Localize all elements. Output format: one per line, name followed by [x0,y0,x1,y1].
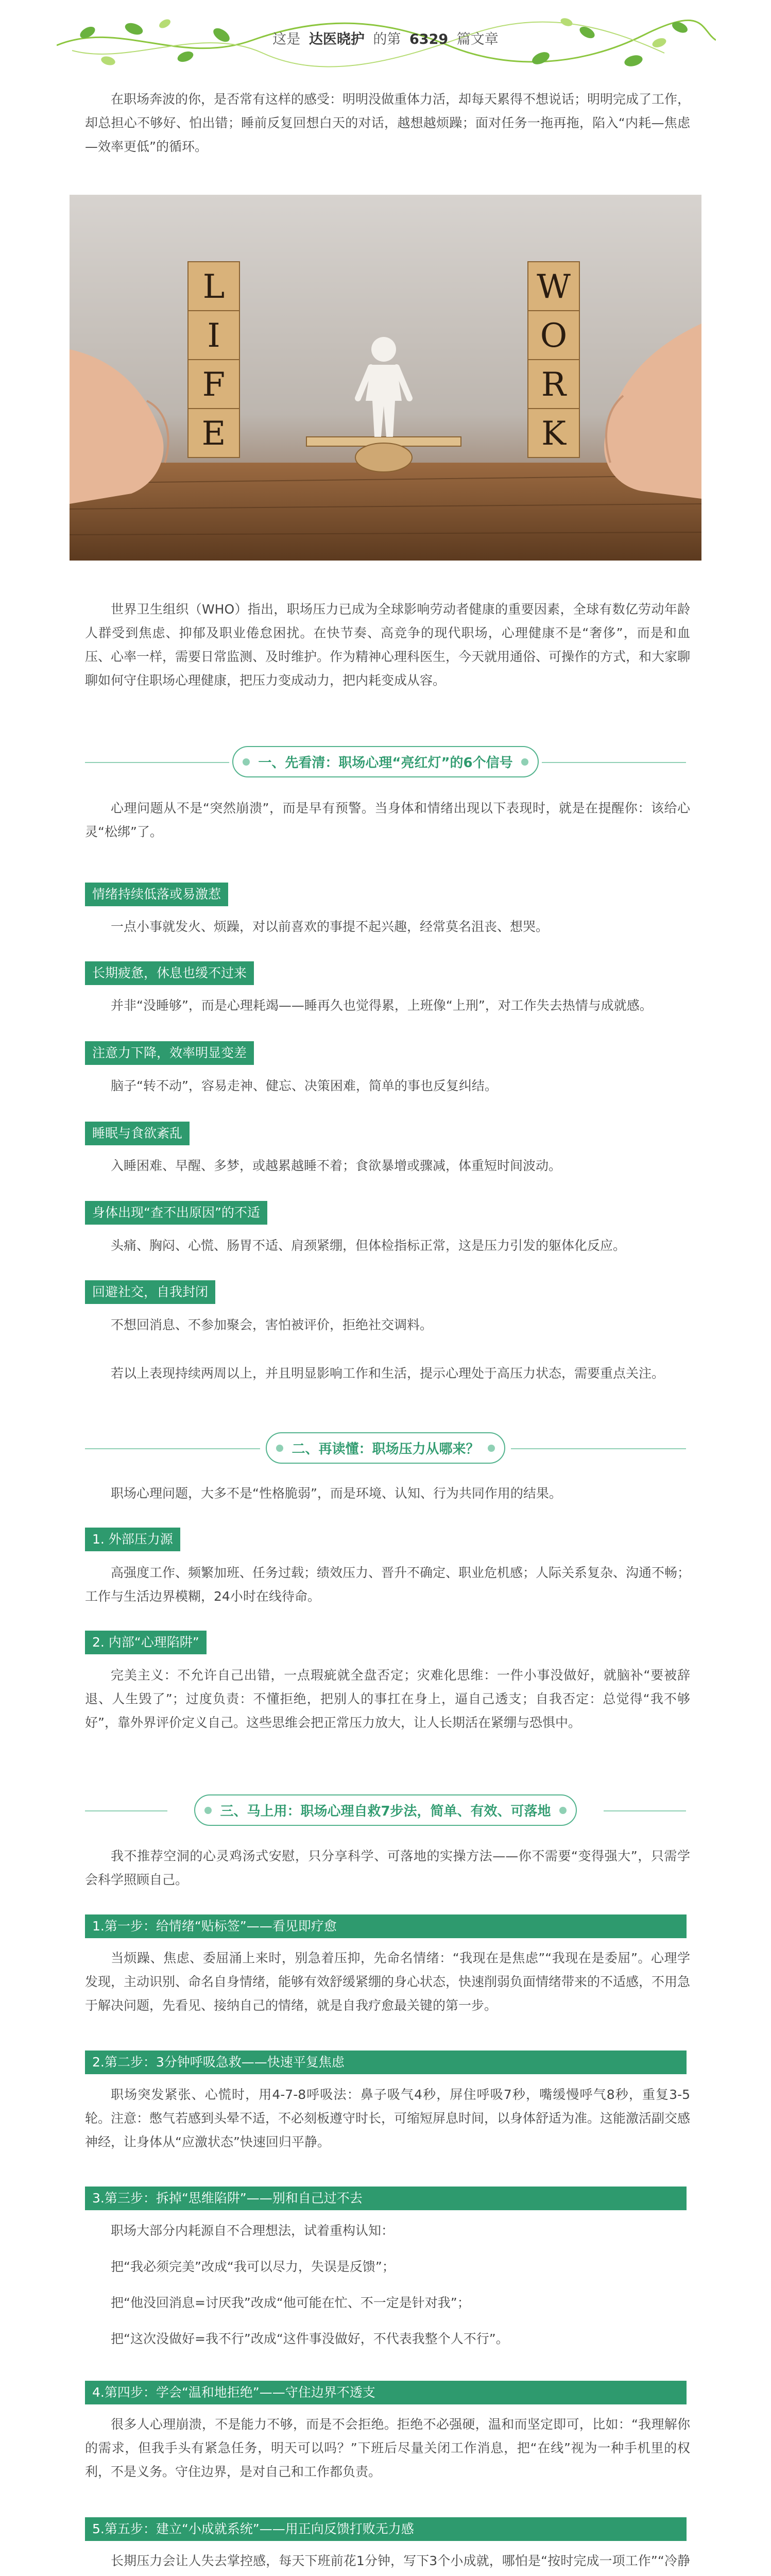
account-name: 达医晓护 [309,31,365,47]
signal-label: 回避社交，自我封闭 [85,1280,215,1304]
section-2-title [0,1432,771,1464]
signal-label: 身体出现“查不出原因”的不适 [85,1201,267,1225]
section-2-heading: 二、再读懂：职场压力从哪来？ [266,1432,505,1464]
article-header [0,0,771,77]
source-text: 完美主义：不允许自己出错，一点瑕疵就全盘否定；灾难化思维：一件小事没做好，就脑补“要被辞退、人生毁了”；过度负责：不懂拒绝，把别人的事扛在身上，逼自己透支；自我否定：总觉得“我不够好”，靠外界评价定义自己。这些思维会把正常压力放大，让人长期活在紧绷与恐惧中。 [85,1668,690,1730]
step-2-label: 2.第二步：3分钟呼吸急救——快速平复焦虑 [85,2050,687,2074]
step-3-reframe: 把“我必须完美”改成“我可以尽力，失误是反馈”； [111,2259,395,2274]
signal-label: 睡眠与食欲紊乱 [85,1122,190,1145]
block-letter-o: O [540,317,568,355]
who-paragraph: 世界卫生组织（WHO）指出，职场压力已成为全球影响劳动者健康的重要因素，全球有数亿劳动年龄人群受到焦虑、抑郁及职业倦怠困扰。在快节奏、高竞争的现代职场，心理健康不是“奢侈”，而是和血压、心率一样，需要日常监测、及时维护。作为精神心理科医生，今天就用通俗、可操作的方式，和大家聊聊如何守住职场心理健康，把压力变成动力，把内耗变成从容。 [85,602,691,688]
signal-text: 不想回消息、不参加聚会，害怕被评价，拒绝社交调料。 [111,1317,433,1332]
step-3-text: 职场大部分内耗源自不合理想法，试着重构认知： [111,2223,395,2238]
hero-image [70,195,701,561]
article-count-line [0,28,771,48]
intro-paragraph: 在职场奔波的你，是否常有这样的感受：明明没做重体力活，却每天累得不想说话；明明完成了工作，却总担心不够好、怕出错；睡前反复回想白天的对话，越想越烦躁；面对任务一拖再拖，陷入“内耗—焦虑—效率更低”的循环。 [85,92,691,154]
section-1-heading: 一、先看清：职场心理“亮红灯”的6个信号 [232,746,538,777]
signal-label: 注意力下降，效率明显变差 [85,1041,254,1065]
step-1-text: 当烦躁、焦虑、委屈涌上来时，别急着压抑，先命名情绪：“我现在是焦虑”“我现在是委屈”。心理学发现，主动识别、命名自身情绪，能够有效舒缓紧绷的身心状态，快速削弱负面情绪带来的不适感，不用急于解决问题，先看见、接纳自己的情绪，就是自我疗愈最关键的第一步。 [85,1951,691,2013]
step-5-text: 长期压力会让人失去掌控感，每天下班前花1分钟，写下3个小成就，哪怕是“按时完成一项工作”“冷静 [111,2553,690,2568]
block-letter-l: L [202,268,225,306]
step-5-label: 5.第五步：建立“小成就系统”——用正向反馈打败无力感 [85,2517,687,2541]
step-2-text: 职场突发紧张、心慌时，用4-7-8呼吸法：鼻子吸气4秒，屏住呼吸7秒，嘴缓慢呼气8秒，重复3-5轮。注意：憋气若感到头晕不适，不必刻板遵守时长，可缩短屏息时间，以身体舒适为准。这能激活副交感神经，让身体从“应激状态”快速回归平静。 [85,2087,691,2149]
section-1-title [0,746,771,777]
signal-text: 脑子“转不动”，容易走神、健忘、决策困难，简单的事也反复纠结。 [111,1078,498,1093]
article-number: 6329 [409,31,449,47]
section-3-intro: 我不推荐空洞的心灵鸡汤式安慰，只分享科学、可落地的实操方法——你不需要“变得强大”，只需学会科学照顾自己。 [85,1849,690,1887]
step-3-reframe: 把“这次没做好=我不行”改成“这件事没做好，不代表我整个人不行”。 [111,2331,509,2346]
block-letter-i: I [207,317,220,355]
signal-label: 长期疲惫，休息也缓不过来 [85,961,254,985]
block-letter-k: K [541,415,566,453]
section-3-heading: 三、马上用：职场心理自救7步法，简单、有效、可落地 [194,1794,576,1826]
step-1-label: 1.第一步：给情绪“贴标签”——看见即疗愈 [85,1914,687,1938]
signal-text: 一点小事就发火、烦躁，对以前喜欢的事提不起兴趣，经常莫名沮丧、想哭。 [111,919,549,934]
life-work-balance-illustration [70,195,701,561]
step-4-label: 4.第四步：学会“温和地拒绝”——守住边界不透支 [85,2381,687,2404]
signal-text: 并非“没睡够”，而是心理耗竭——睡再久也觉得累，上班像“上刑”，对工作失去热情与成就感。 [111,998,653,1013]
section-1-intro [85,796,690,844]
header-suffix: 篇文章 [456,31,499,47]
step-4-text: 很多人心理崩溃，不是能力不够，而是不会拒绝。拒绝不必强硬，温和而坚定即可，比如：“我理解你的需求，但我手头有紧急任务，明天可以吗？”下班后尽量关闭工作消息，把“在线”视为一种手机里的权利，不是义务。守住边界，是对自己和工作都负责。 [85,2417,690,2479]
block-letter-r: R [541,366,567,404]
block-letter-w: W [537,268,571,306]
header-prefix: 这是 [272,31,301,47]
step-3-label: 3.第三步：拆掉“思维陷阱”——别和自己过不去 [85,2187,687,2210]
source-text: 高强度工作、频繁加班、任务过载；绩效压力、晋升不确定、职业危机感；人际关系复杂、沟通不畅；工作与生活边界模糊，24小时在线待命。 [85,1565,691,1604]
intro-block [85,88,690,159]
block-letter-f: F [202,366,226,404]
section-1-intro-text: 心理问题从不是“突然崩溃”，而是早有预警。当身体和情绪出现以下表现时，就是在提醒你：该给心灵“松绑”了。 [85,801,690,839]
signal-text: 头痛、胸闷、心慌、肠胃不适、肩颈紧绷，但体检指标正常，这是压力引发的躯体化反应。 [111,1238,626,1253]
signal-label: 情绪持续低落或易激惹 [85,883,228,906]
who-block [85,598,690,692]
signal-text: 入睡困难、早醒、多梦，或越累越睡不着；食欲暴增或骤减，体重短时间波动。 [111,1158,562,1173]
header-middle: 的第 [373,31,401,47]
section-1-outro: 若以上表现持续两周以上，并且明显影响工作和生活，提示心理处于高压力状态，需要重点关注。 [111,1366,665,1381]
source-label: 2. 内部“心理陷阱” [85,1631,207,1654]
section-2-intro: 职场心理问题，大多不是“性格脆弱”，而是环境、认知、行为共同作用的结果。 [111,1486,562,1501]
source-label: 1. 外部压力源 [85,1528,180,1551]
section-3-title [0,1794,771,1826]
block-letter-e: E [201,415,226,453]
step-3-reframe: 把“他没回消息=讨厌我”改成“他可能在忙、不一定是针对我”； [111,2295,470,2310]
